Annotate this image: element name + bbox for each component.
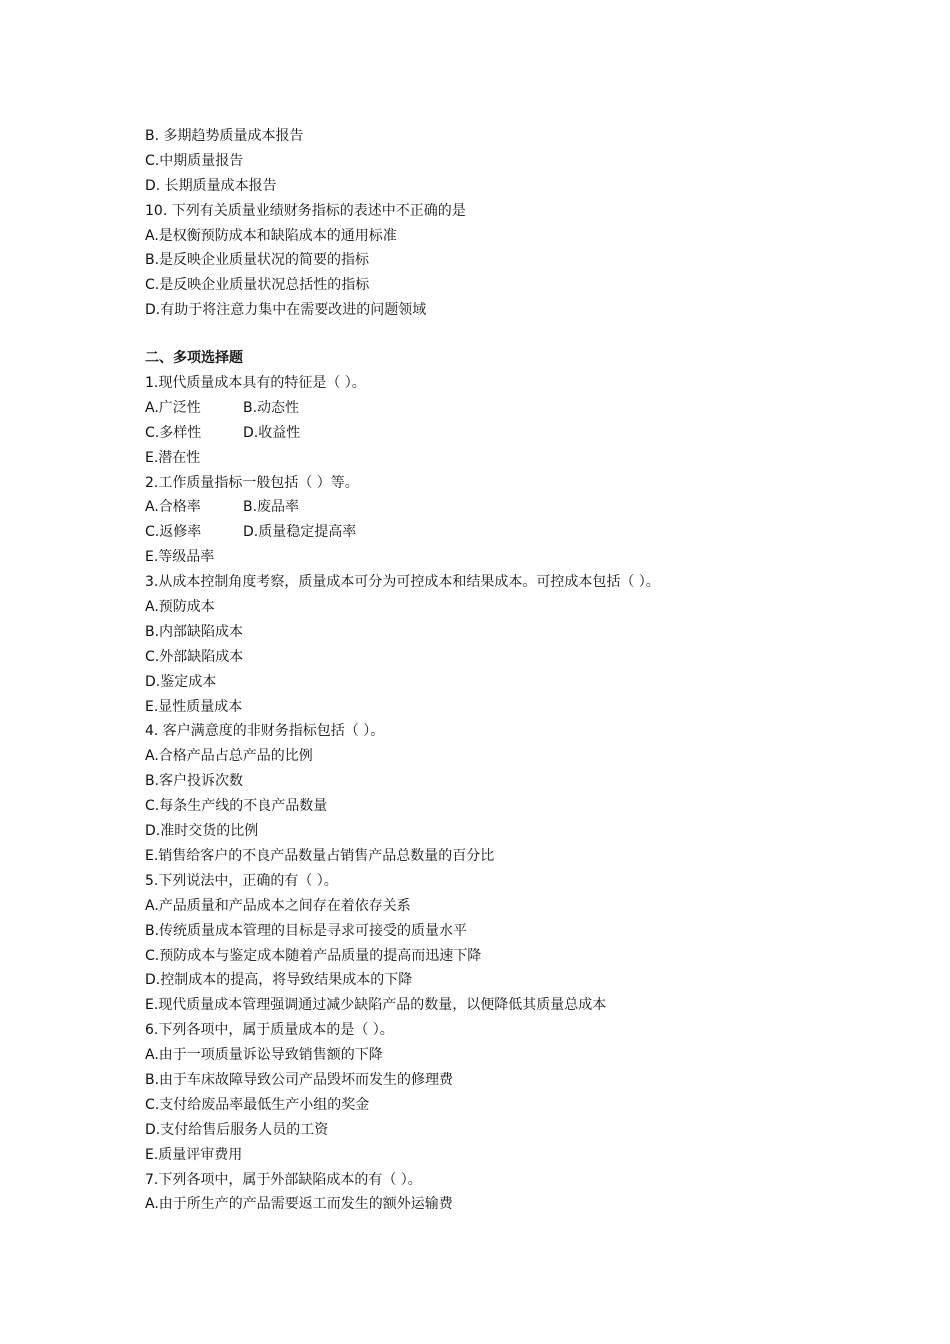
option-line: A.是权衡预防成本和缺陷成本的通用标准	[145, 227, 397, 244]
option-e: E.潜在性	[145, 449, 201, 466]
question-stem: 7.下列各项中，属于外部缺陷成本的有（ ）。	[145, 1171, 422, 1188]
option-line: B.是反映企业质量状况的简要的指标	[145, 252, 370, 269]
option-a: A.广泛性	[145, 399, 201, 416]
option-row	[145, 495, 905, 520]
option-line: E.质量评审费用	[145, 1146, 243, 1163]
option-line: C.中期质量报告	[145, 152, 244, 169]
option-line: D.支付给售后服务人员的工资	[145, 1121, 329, 1138]
option-line: B. 多期趋势质量成本报告	[145, 128, 304, 144]
option-line: C.预防成本与鉴定成本随着产品质量的提高而迅速下降	[145, 947, 482, 964]
option-a: A.合格率	[145, 499, 201, 516]
section-heading: 二、多项选择题	[145, 350, 243, 367]
question-stem: 2.工作质量指标一般包括（ ）等。	[145, 474, 359, 491]
option-line: D.准时交货的比例	[145, 823, 259, 840]
document-page	[145, 124, 905, 1217]
option-line: A.由于一项质量诉讼导致销售额的下降	[145, 1047, 383, 1064]
option-line: A.由于所生产的产品需要返工而发生的额外运输费	[145, 1196, 453, 1213]
question-stem: 1.现代质量成本具有的特征是（ ）。	[145, 375, 366, 392]
option-c: C.返修率	[145, 524, 202, 541]
option-b: B.废品率	[243, 499, 300, 516]
option-d: D.收益性	[243, 424, 301, 441]
question-stem: 5.下列说法中，正确的有（ ）。	[145, 872, 338, 889]
option-row	[145, 520, 905, 545]
option-line: C.每条生产线的不良产品数量	[145, 798, 328, 815]
option-line: C.外部缺陷成本	[145, 648, 244, 665]
option-line: C.支付给废品率最低生产小组的奖金	[145, 1096, 370, 1113]
option-line: A.产品质量和产品成本之间存在着依存关系	[145, 897, 411, 914]
option-line: E.销售给客户的不良产品数量占销售产品总数量的百分比	[145, 847, 495, 864]
option-b: B.动态性	[243, 399, 300, 416]
option-line: E.显性质量成本	[145, 698, 243, 715]
question-stem: 3.从成本控制角度考察，质量成本可分为可控成本和结果成本。可控成本包括（ ）。	[145, 574, 660, 591]
option-line: D.鉴定成本	[145, 673, 217, 690]
option-c: C.多样性	[145, 424, 202, 441]
option-line: D.控制成本的提高，将导致结果成本的下降	[145, 972, 413, 989]
option-line: B.传统质量成本管理的目标是寻求可接受的质量水平	[145, 922, 468, 939]
option-line: B.客户投诉次数	[145, 773, 244, 790]
option-line: B.内部缺陷成本	[145, 623, 244, 640]
question-stem: 6.下列各项中，属于质量成本的是（ ）。	[145, 1022, 394, 1039]
option-e: E.等级品率	[145, 549, 215, 566]
question-stem: 4. 客户满意度的非财务指标包括（ ）。	[145, 723, 385, 740]
option-line: E.现代质量成本管理强调通过减少缺陷产品的数量，以便降低其质量总成本	[145, 997, 607, 1014]
option-line: B.由于车床故障导致公司产品毁坏而发生的修理费	[145, 1071, 454, 1088]
section-gap	[145, 323, 905, 346]
option-line: C.是反映企业质量状况总括性的指标	[145, 277, 370, 294]
option-d: D.质量稳定提高率	[243, 524, 357, 541]
option-row	[145, 421, 905, 446]
option-line: A.预防成本	[145, 599, 215, 616]
option-line: A.合格产品占总产品的比例	[145, 748, 313, 765]
option-row	[145, 396, 905, 421]
option-line: D. 长期质量成本报告	[145, 177, 277, 194]
question-stem: 10. 下列有关质量业绩财务指标的表述中不正确的是	[145, 202, 466, 219]
option-line: D.有助于将注意力集中在需要改进的问题领域	[145, 302, 427, 319]
